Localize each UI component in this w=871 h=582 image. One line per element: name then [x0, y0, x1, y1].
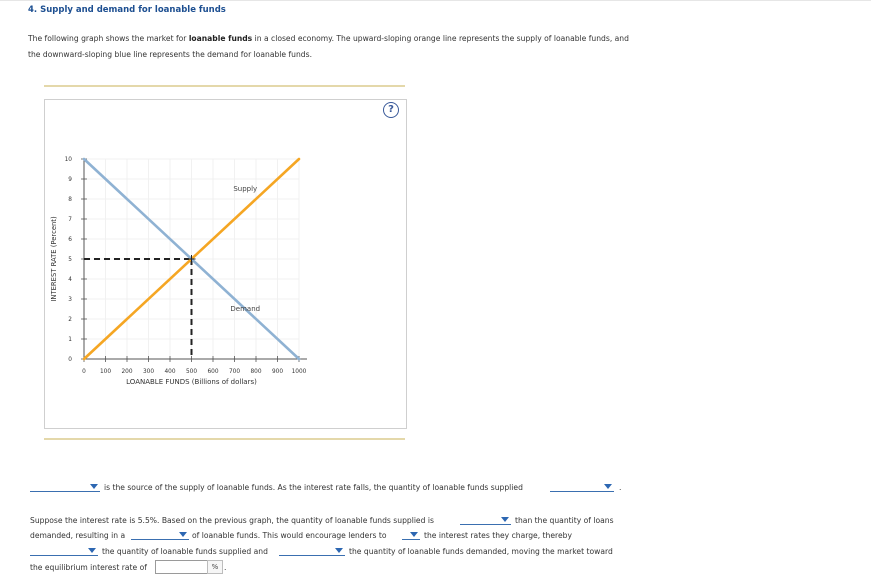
x-tick-label: 500 — [185, 369, 198, 375]
chevron-down-icon — [604, 484, 612, 489]
page-title: 4. Supply and demand for loanable funds — [28, 5, 226, 15]
y-tick-label: 0 — [68, 357, 72, 363]
bottom-divider — [44, 438, 405, 440]
y-axis-label: INTEREST RATE (Percent) — [50, 216, 58, 302]
y-tick-label: 7 — [68, 217, 72, 223]
intro-bold: loanable funds — [188, 34, 253, 43]
chevron-down-icon — [179, 532, 187, 537]
quantity-supplied-change-dropdown[interactable] — [550, 481, 614, 492]
chevron-down-icon — [88, 548, 96, 553]
y-tick-label: 9 — [68, 177, 72, 183]
intro-text-1: The following graph shows the market for — [28, 34, 189, 43]
y-tick-label: 2 — [68, 317, 72, 323]
question-2-text-d: of loanable funds. This would encourage lenders to — [192, 531, 387, 540]
supplied-comparison-dropdown[interactable] — [460, 514, 511, 525]
y-tick-label: 10 — [64, 157, 72, 163]
period: . — [619, 483, 622, 492]
question-2-text-a: Suppose the interest rate is 5.5%. Based on the previous graph, the quantity of loanable funds supplied is — [30, 516, 434, 525]
y-tick-label: 4 — [68, 277, 72, 283]
chevron-down-icon — [410, 532, 418, 537]
final-period: . — [224, 563, 227, 572]
question-1-text: is the source of the supply of loanable funds. As the interest rate falls, the quantity of loanable funds supplied — [104, 483, 523, 492]
x-axis-label: LOANABLE FUNDS (Billions of dollars) — [126, 378, 257, 386]
lender-action-dropdown[interactable] — [402, 529, 420, 540]
help-icon[interactable]: ? — [383, 102, 399, 118]
question-2-text-e: the interest rates they charge, thereby — [424, 531, 572, 540]
x-tick-label: 700 — [228, 369, 241, 375]
x-tick-label: 900 — [271, 369, 284, 375]
y-tick-label: 1 — [68, 337, 72, 343]
y-tick-label: 6 — [68, 237, 72, 243]
question-2-text-f: the quantity of loanable funds supplied and — [102, 547, 268, 556]
supply-source-dropdown[interactable] — [30, 481, 100, 492]
question-2-text-g: the quantity of loanable funds demanded, moving the market toward — [349, 547, 613, 556]
x-tick-label: 300 — [142, 369, 155, 375]
chevron-down-icon — [90, 484, 98, 489]
y-tick-label: 3 — [68, 297, 72, 303]
x-tick-label: 400 — [164, 369, 176, 375]
y-tick-label: 8 — [68, 197, 72, 203]
question-2-text-h: the equilibrium interest rate of — [30, 563, 147, 572]
loanable-funds-chart — [44, 99, 405, 427]
intro-paragraph — [28, 31, 638, 63]
x-tick-label: 0 — [82, 369, 86, 375]
surplus-shortage-dropdown[interactable] — [131, 529, 189, 540]
percent-unit-label: % — [207, 560, 223, 574]
supply-label: Supply — [233, 185, 258, 193]
question-2-text-b: than the quantity of loans — [515, 516, 614, 525]
question-2-text-c: demanded, resulting in a — [30, 531, 126, 540]
x-tick-label: 600 — [207, 369, 219, 375]
x-tick-label: 200 — [121, 369, 133, 375]
x-tick-label: 800 — [250, 369, 262, 375]
demanded-change-dropdown[interactable] — [279, 545, 345, 556]
top-border — [0, 0, 871, 1]
equilibrium-rate-input[interactable] — [155, 560, 209, 574]
supplied-change-dropdown[interactable] — [30, 545, 98, 556]
chevron-down-icon — [501, 517, 509, 522]
demand-label: Demand — [230, 305, 261, 313]
top-divider — [44, 85, 405, 87]
y-tick-label: 5 — [68, 257, 72, 263]
x-tick-label: 100 — [99, 369, 112, 375]
chevron-down-icon — [335, 548, 343, 553]
intro-text-2: in a closed economy. The upward-sloping orange line represents the supply of loanable funds, and the downward-sloping blue line represents the demand for loanable funds. — [28, 34, 629, 59]
x-tick-label: 1000 — [291, 369, 307, 375]
